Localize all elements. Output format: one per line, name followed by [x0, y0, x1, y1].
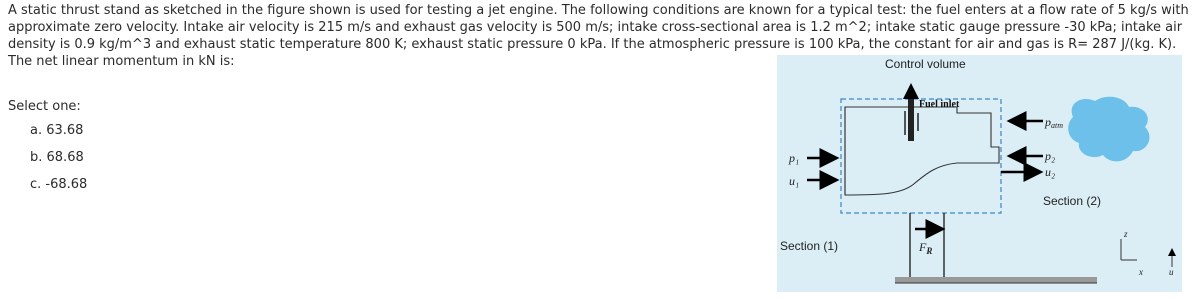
u1-label: u₁ — [789, 174, 800, 188]
select-one-label: Select one: — [8, 99, 81, 114]
axis-x-label: x — [1139, 267, 1143, 277]
option-b[interactable]: b. 68.68 — [30, 150, 84, 165]
p1-label: p₁ — [789, 151, 800, 165]
thrust-stand-figure — [777, 55, 1182, 292]
u2-label: u₂ — [1045, 165, 1056, 179]
fuel-inlet-label: Fuel inlet — [919, 99, 960, 110]
thrust-stand-base — [895, 277, 1097, 283]
control-volume-label: Control volume — [885, 57, 966, 71]
fr-label: $F_R$ — [919, 240, 933, 256]
figure-svg — [777, 55, 1182, 292]
axis-u-label: u — [1169, 267, 1174, 277]
patm-label: patm — [1045, 115, 1063, 130]
axis-z-label: z — [1124, 229, 1128, 239]
section-2-label: Section (2) — [1043, 194, 1102, 208]
option-c[interactable]: c. -68.68 — [30, 177, 88, 192]
question-text: A static thrust stand as sketched in the figure shown is used for testing a jet engine. The following conditions are known for a typical test: the fuel enters at a flow rate of 5 kg/s with approximate zero velocity. Intake air velocity is 215 m/s and exhaust gas velocity is 500 m/s; intake cross-sectional area is 1.2 m^2; intake static gauge pressure -30 kPa; intake air density is 0.9 kg/m^3 and exhaust static temperature 800 K; exhaust static pressure 0 kPa. If the atmospheric pressure is 100 kPa, the constant for air and gas is R= 287 J/(kg. K). The net linear momentum in kN is: — [8, 3, 1189, 69]
section-1-label: Section (1) — [780, 239, 839, 253]
p2-label: p₂ — [1045, 149, 1056, 163]
option-a[interactable]: a. 63.68 — [30, 123, 84, 138]
